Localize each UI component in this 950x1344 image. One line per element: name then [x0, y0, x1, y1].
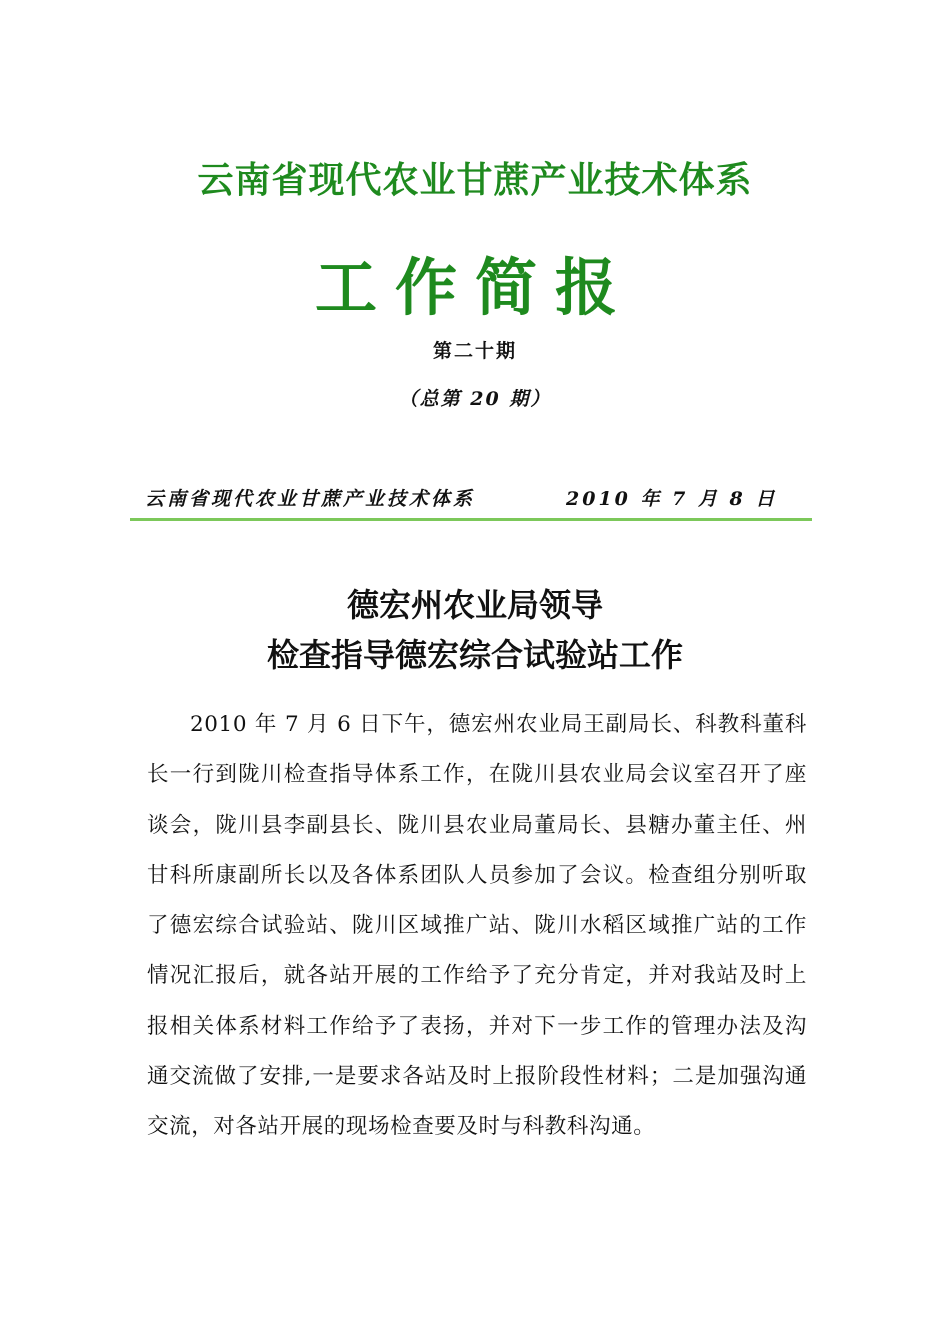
- issue-date: 2010 年 7 月 8 日: [566, 488, 778, 510]
- article-body: 2010 年 7 月 6 日下午，德宏州农业局王副局长、科教科董科长一行到陇川检查指导体系工作，在陇川县农业局会议室召开了座谈会，陇川县李副县长、陇川县农业局董局长、县糖办董主任、州甘科所康副所长以及各体系团队人员参加了会议。检查组分别听取了德宏综合试验站、陇川区域推广站、陇川水稻区域推广站的工作情况汇报后，就各站开展的工作给予了充分肯定，并对我站及时上报相关体系材料工作给予了表扬，并对下一步工作的管理办法及沟通交流做了安排,一是要求各站及时上报阶段性材料；二是加强沟通交流，对各站开展的现场检查要及时与科教科沟通。: [147, 712, 807, 1140]
- brief-title: 工作简报: [314, 251, 635, 324]
- issue-number: 第二十期: [432, 340, 517, 362]
- article-headline-line1: 德宏州农业局领导: [346, 586, 603, 624]
- issuer-name: 云南省现代农业甘蔗产业技术体系: [145, 488, 476, 510]
- org-title: 云南省现代农业甘蔗产业技术体系: [197, 159, 753, 201]
- header-divider: [130, 518, 812, 521]
- issue-total-number: （总第 20 期）: [398, 388, 552, 410]
- article-headline-line2: 检查指导德宏综合试验站工作: [266, 636, 683, 674]
